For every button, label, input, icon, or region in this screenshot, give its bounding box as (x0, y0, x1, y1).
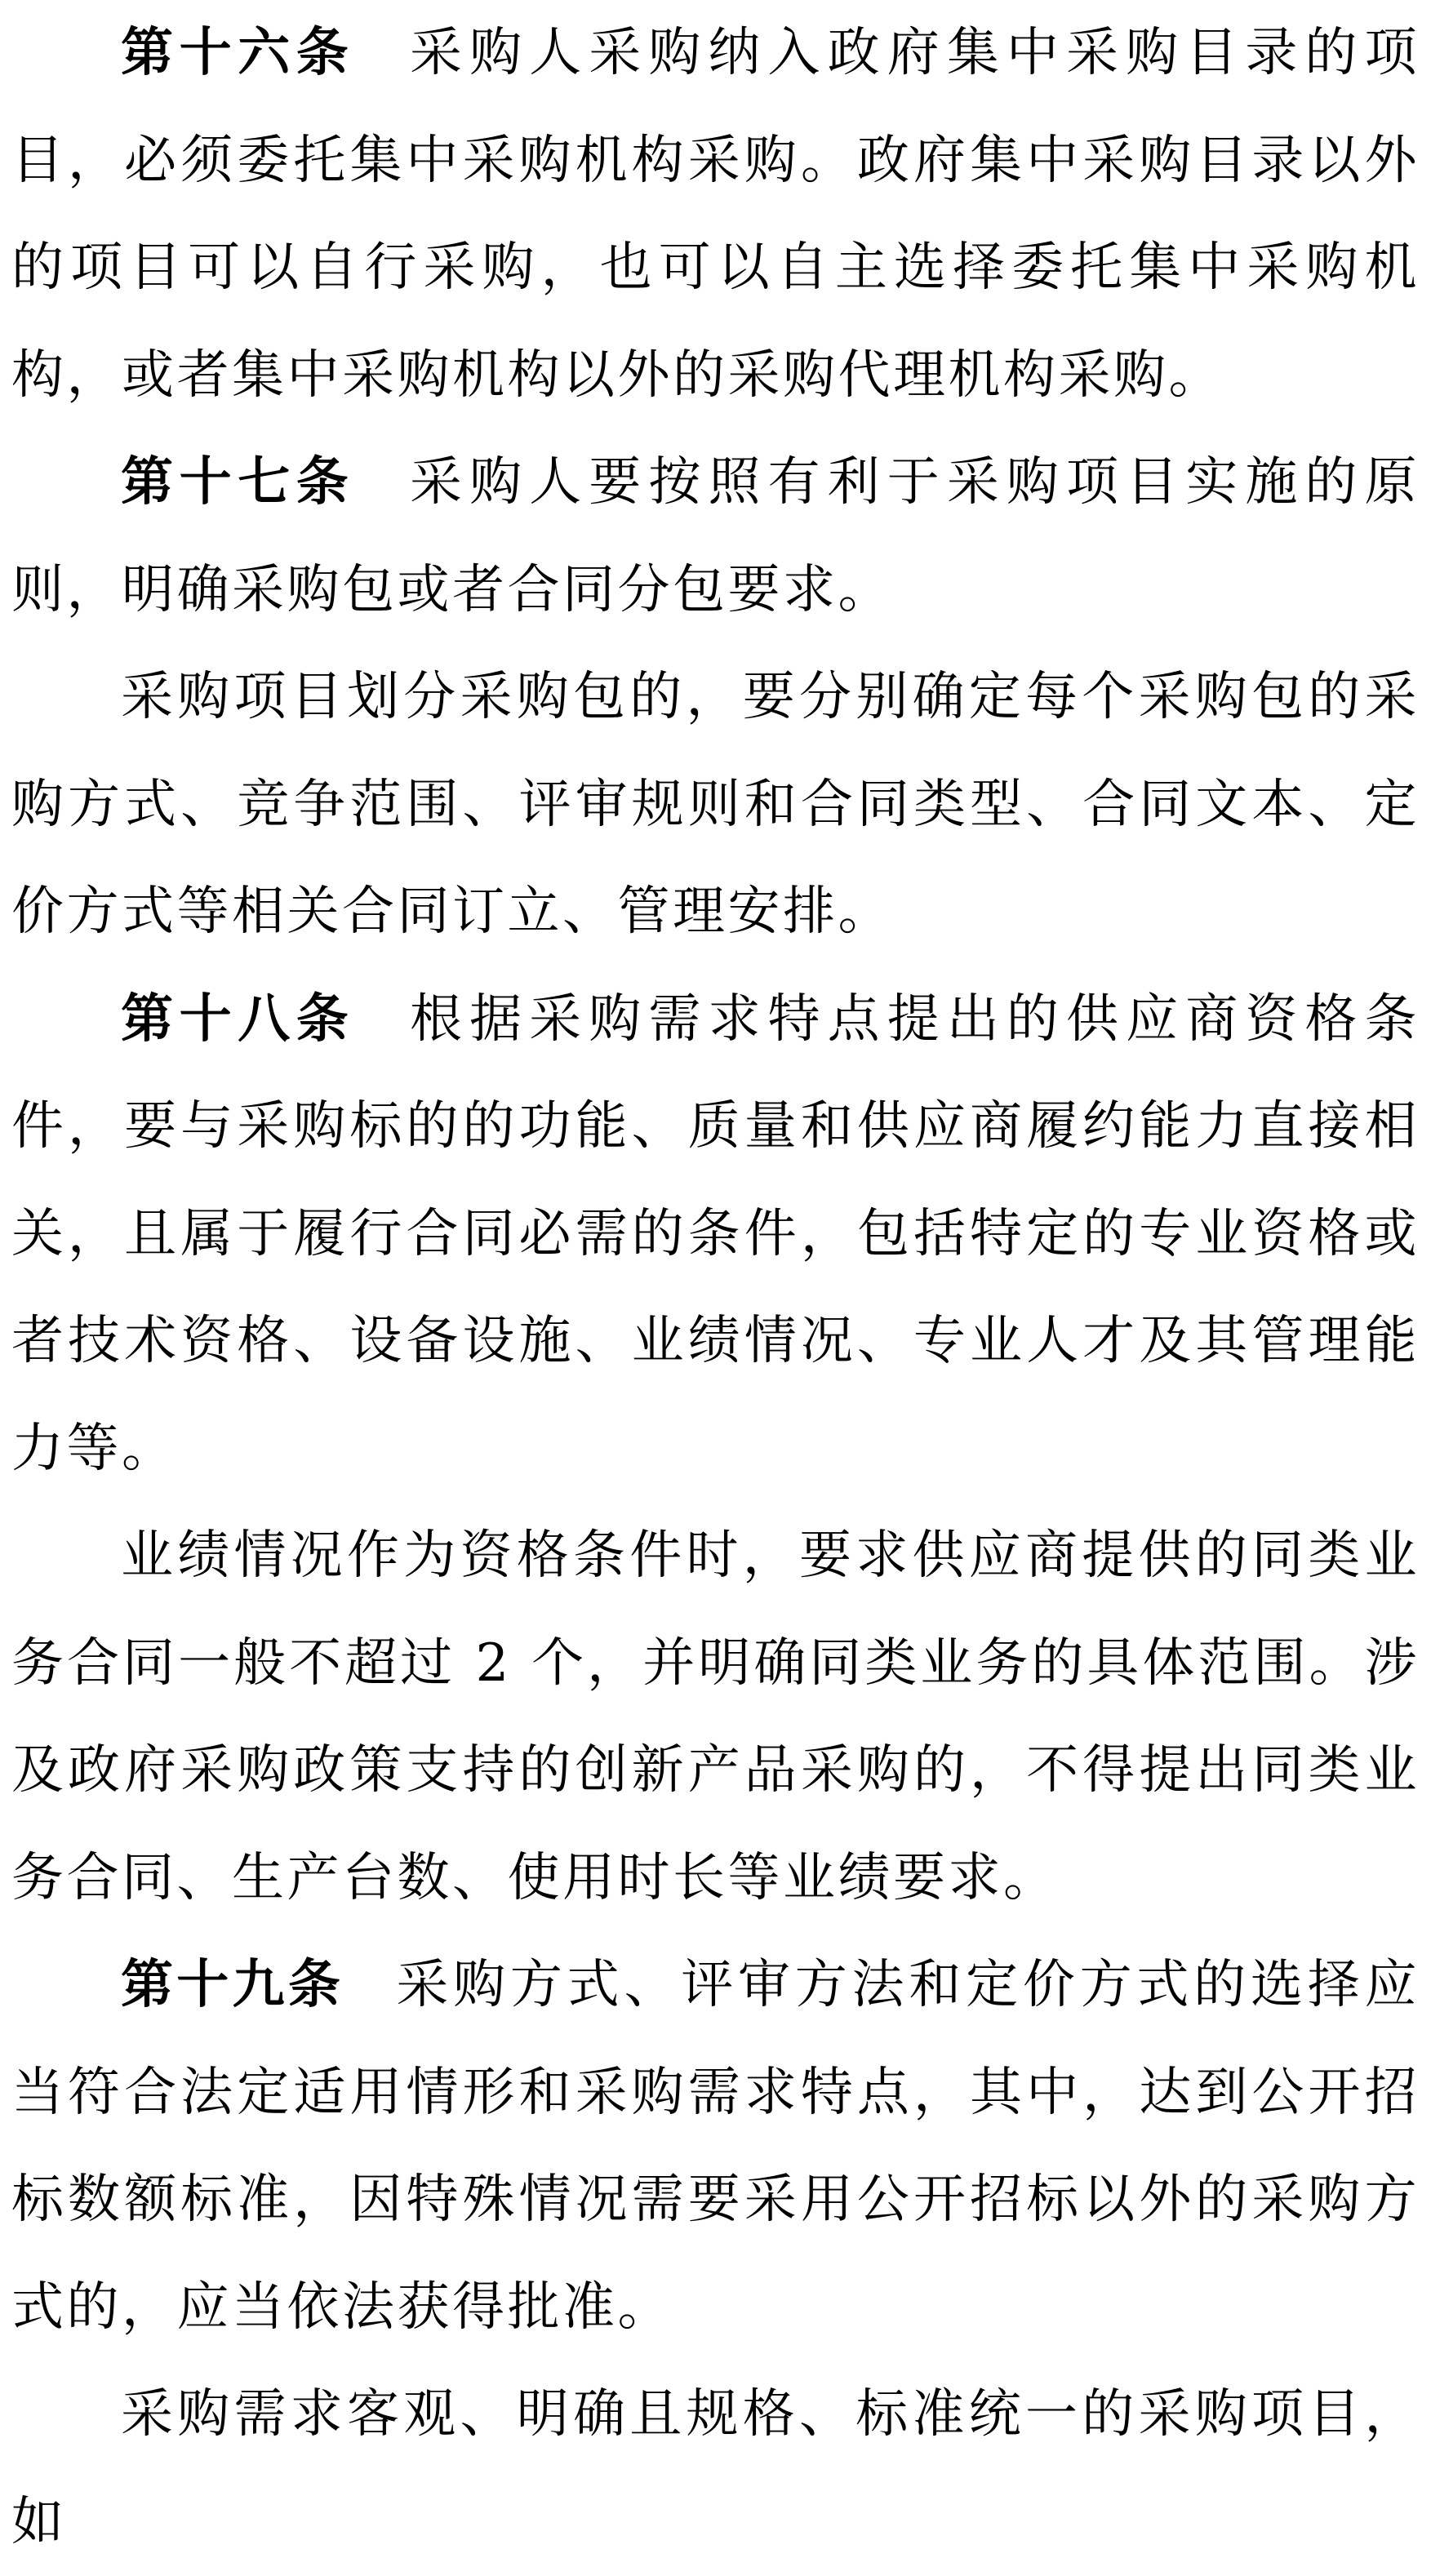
document-page (11, 0, 1420, 2552)
article-19-label: 第十九条 (121, 1955, 344, 2015)
article-19-sub-text: 采购需求客观、明确且规格、标准统一的采购项目，如 (11, 2384, 1420, 2552)
article-19-paragraph (11, 1932, 1420, 2361)
article-19-sub-paragraph (11, 2361, 1420, 2576)
article-17-text: 采购人要按照有利于采购项目实施的原则，明确采购包或者合同分包要求。 (11, 452, 1420, 620)
article-17-sub-text: 采购项目划分采购包的，要分别确定每个采购包的采购方式、竞争范围、评审规则和合同类型、合同文本、定价方式等相关合同订立、管理安排。 (11, 667, 1420, 942)
article-17-sub-paragraph (11, 644, 1420, 966)
article-16-paragraph (11, 0, 1420, 429)
article-18-label: 第十八条 (121, 988, 355, 1050)
article-17-label: 第十七条 (121, 452, 355, 513)
article-18-paragraph (11, 966, 1420, 1503)
article-18-sub-text: 业绩情况作为资格条件时，要求供应商提供的同类业务合同一般不超过 2 个，并明确同类业务的具体范围。涉及政府采购政策支持的创新产品采购的，不得提出同类业务合同、生产台数、使用时长等业绩要求。 (11, 1526, 1420, 1908)
article-16-text: 采购人采购纳入政府集中采购目录的项目，必须委托集中采购机构采购。政府集中采购目录以外的项目可以自行采购，也可以自主选择委托集中采购机构，或者集中采购机构以外的采购代理机构采购。 (11, 23, 1420, 406)
article-17-paragraph (11, 429, 1420, 644)
article-18-text: 根据采购需求特点提出的供应商资格条件，要与采购标的的功能、质量和供应商履约能力直接相关，且属于履行合同必需的条件，包括特定的专业资格或者技术资格、设备设施、业绩情况、专业人才及其管理能力等。 (11, 988, 1420, 1479)
article-18-sub-paragraph (11, 1503, 1420, 1932)
article-19-text: 采购方式、评审方法和定价方式的选择应当符合法定适用情形和采购需求特点，其中，达到公开招标数额标准，因特殊情况需要采用公开招标以外的采购方式的，应当依法获得批准。 (11, 1955, 1420, 2338)
article-16-label: 第十六条 (121, 23, 355, 83)
